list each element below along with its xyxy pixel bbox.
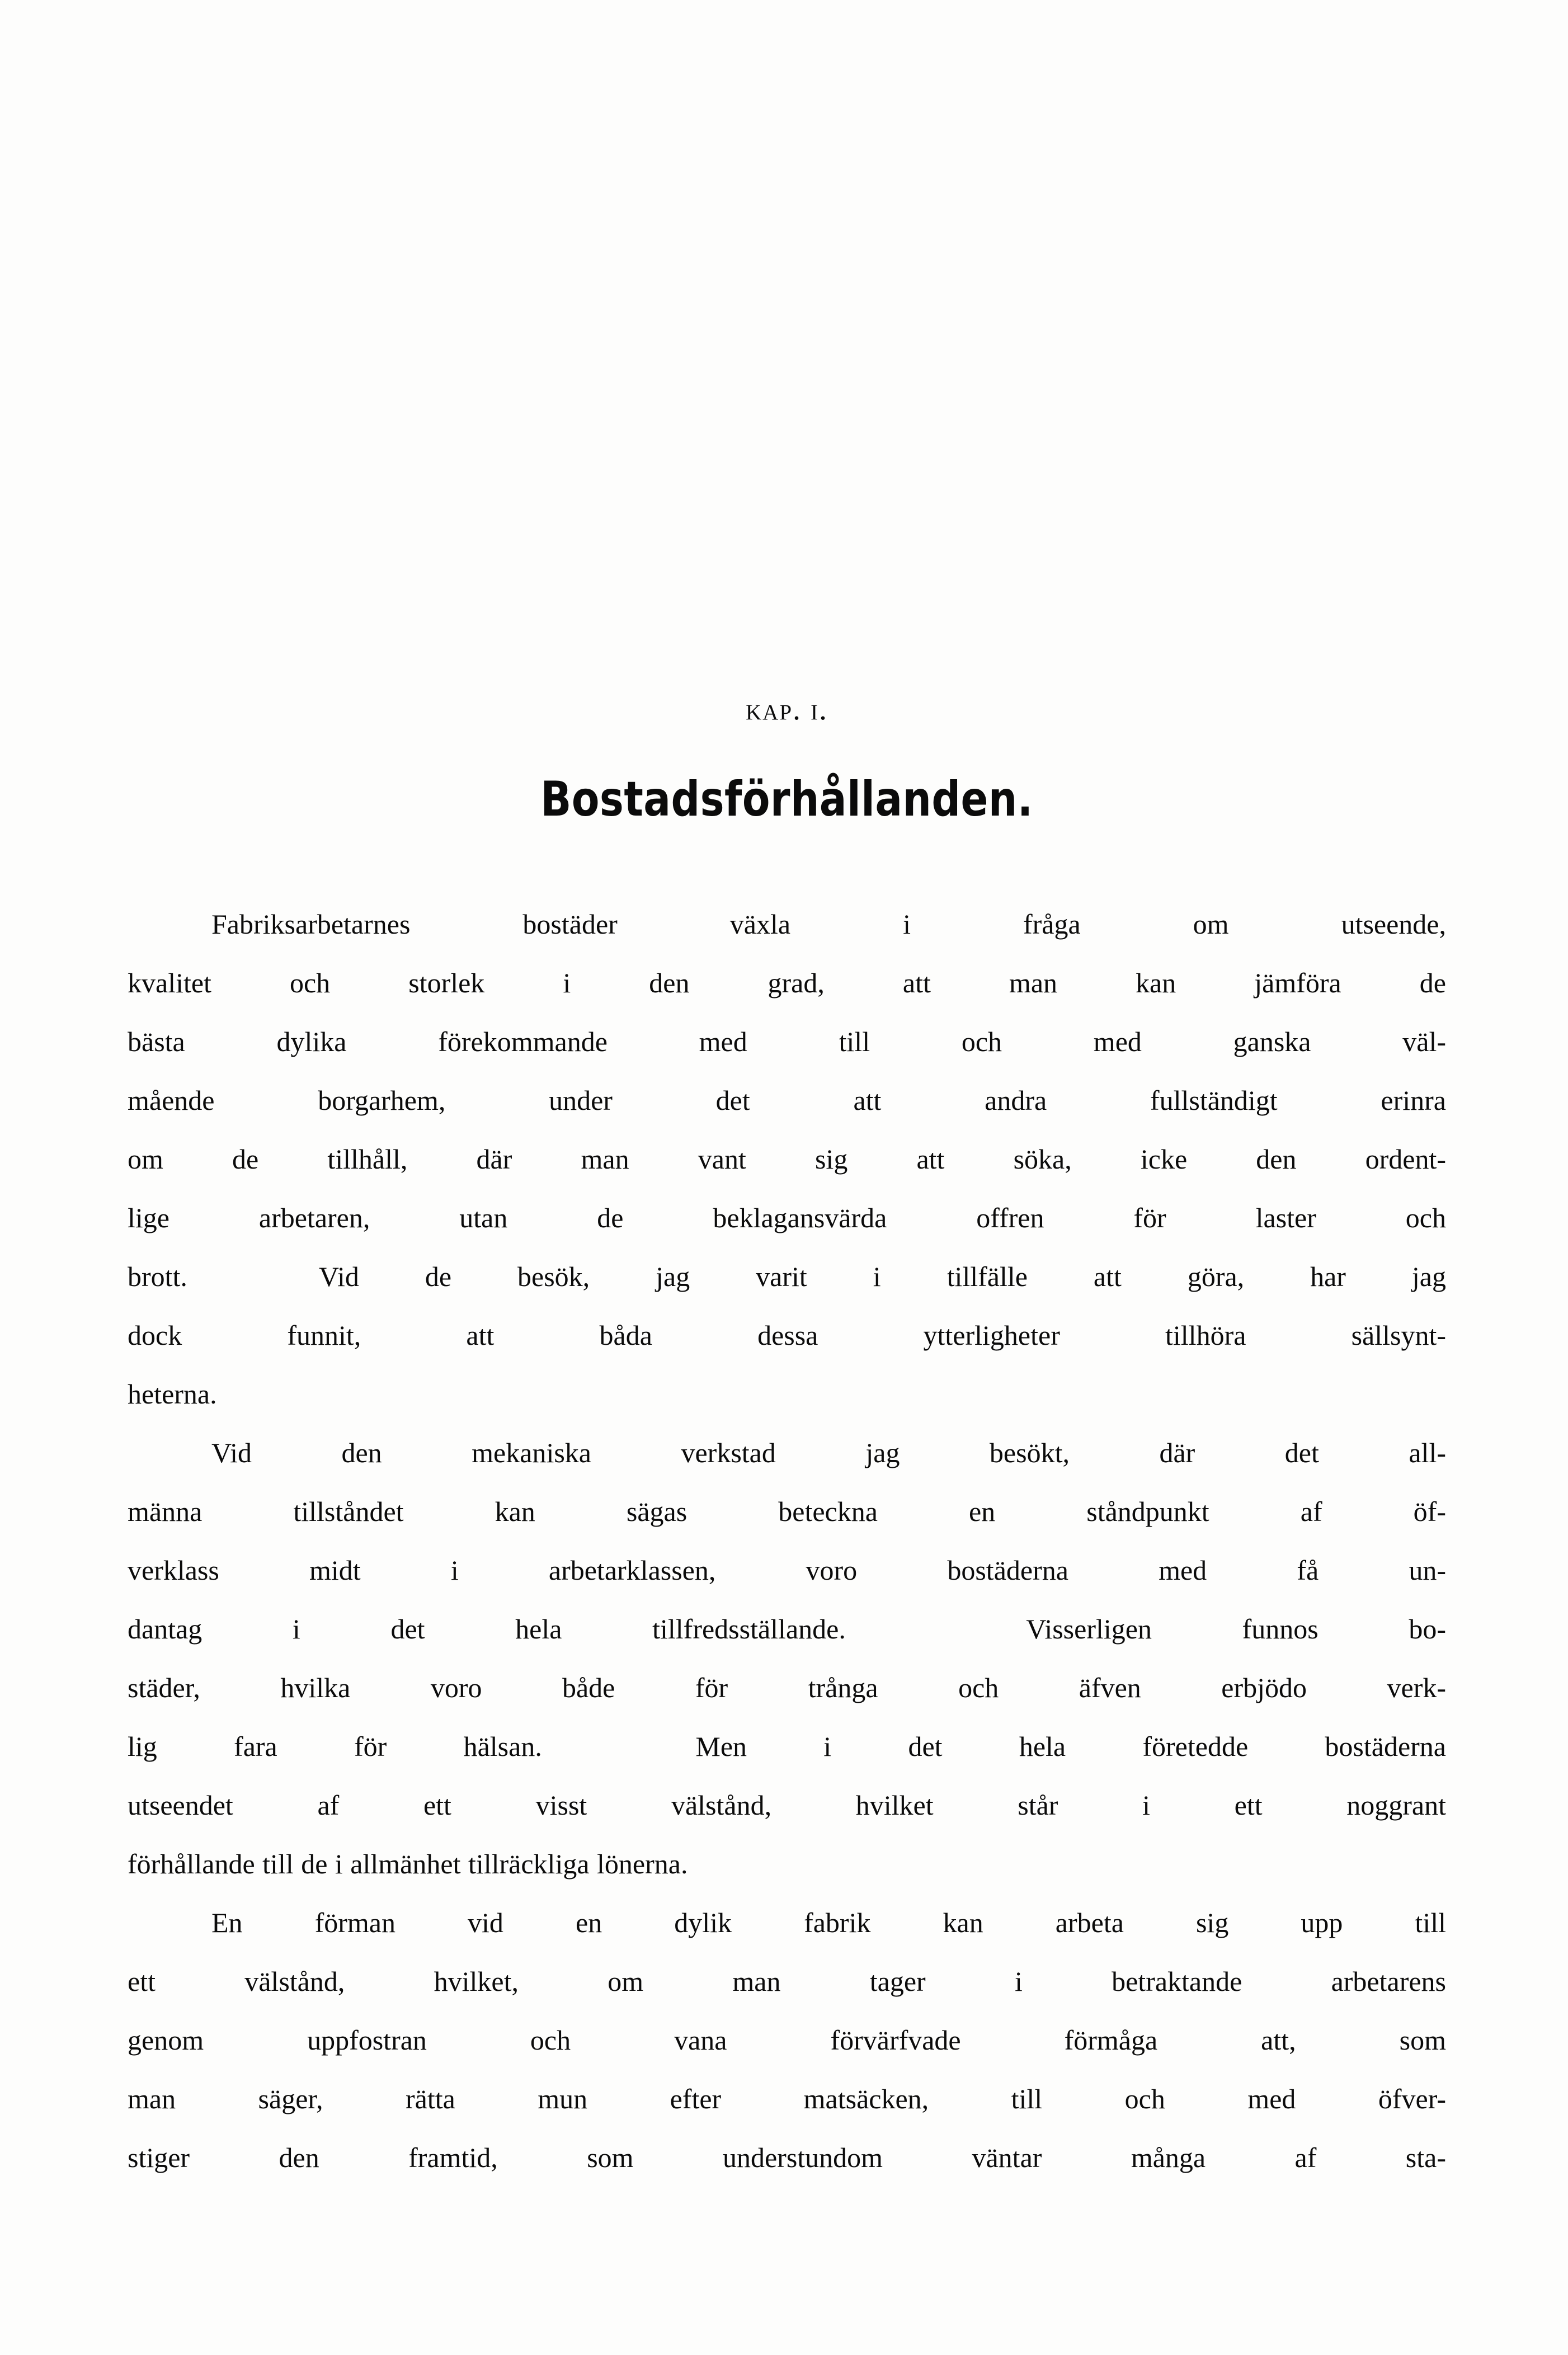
text-line: genom uppfostran och vana förvärfvade förmåga att, som: [128, 2024, 1446, 2056]
text-block: [128, 694, 1446, 2187]
text-line: förhållande till de i allmänhet tillräckliga lönerna.: [128, 1848, 688, 1880]
text-line: bästa dylika förekommande med till och med ganska väl-: [128, 1026, 1446, 1058]
chapter-number-heading: kap. i.: [745, 692, 828, 727]
text-line: Fabriksarbetarnes bostäder växla i fråga om utseende,: [211, 908, 1446, 940]
body-paragraph-1: [128, 895, 1446, 1424]
chapter-title: Bostadsförhållanden.: [540, 771, 1033, 827]
text-line: lige arbetaren, utan de beklagansvärda offren för laster och: [128, 1202, 1446, 1234]
body-paragraph-3: [128, 1894, 1446, 2187]
text-line: ett välstånd, hvilket, om man tager i betraktande arbetarens: [128, 1966, 1446, 1998]
text-line: dock funnit, att båda dessa ytterligheter tillhöra sällsynt-: [128, 1320, 1446, 1351]
text-line: männa tillståndet kan sägas beteckna en ståndpunkt af öf-: [128, 1496, 1446, 1528]
text-line: lig fara för hälsan. Men i det hela företedde bostäderna: [128, 1731, 1446, 1763]
text-line: mående borgarhem, under det att andra fullständigt erinra: [128, 1085, 1446, 1117]
text-line: man säger, rätta mun efter matsäcken, till och med öfver-: [128, 2083, 1446, 2115]
text-line: heterna.: [128, 1378, 217, 1410]
text-line: utseendet af ett visst välstånd, hvilket står i ett noggrant: [128, 1789, 1446, 1821]
text-line: En förman vid en dylik fabrik kan arbeta sig upp till: [211, 1907, 1446, 1939]
text-line: verklass midt i arbetarklassen, voro bostäderna med få un-: [128, 1555, 1446, 1586]
text-line: om de tillhåll, där man vant sig att söka, icke den ordent-: [128, 1143, 1446, 1175]
text-line: dantag i det hela tillfredsställande. Visserligen funnos bo-: [128, 1613, 1446, 1645]
text-line: städer, hvilka voro både för trånga och äfven erbjödo verk-: [128, 1672, 1446, 1704]
text-line: Vid den mekaniska verkstad jag besökt, där det all-: [211, 1437, 1446, 1469]
text-line: stiger den framtid, som understundom väntar många af sta-: [128, 2142, 1446, 2174]
text-line: kvalitet och storlek i den grad, att man kan jämföra de: [128, 967, 1446, 999]
text-line: brott. Vid de besök, jag varit i tillfälle att göra, har jag: [128, 1261, 1446, 1293]
body-paragraph-2: [128, 1424, 1446, 1894]
